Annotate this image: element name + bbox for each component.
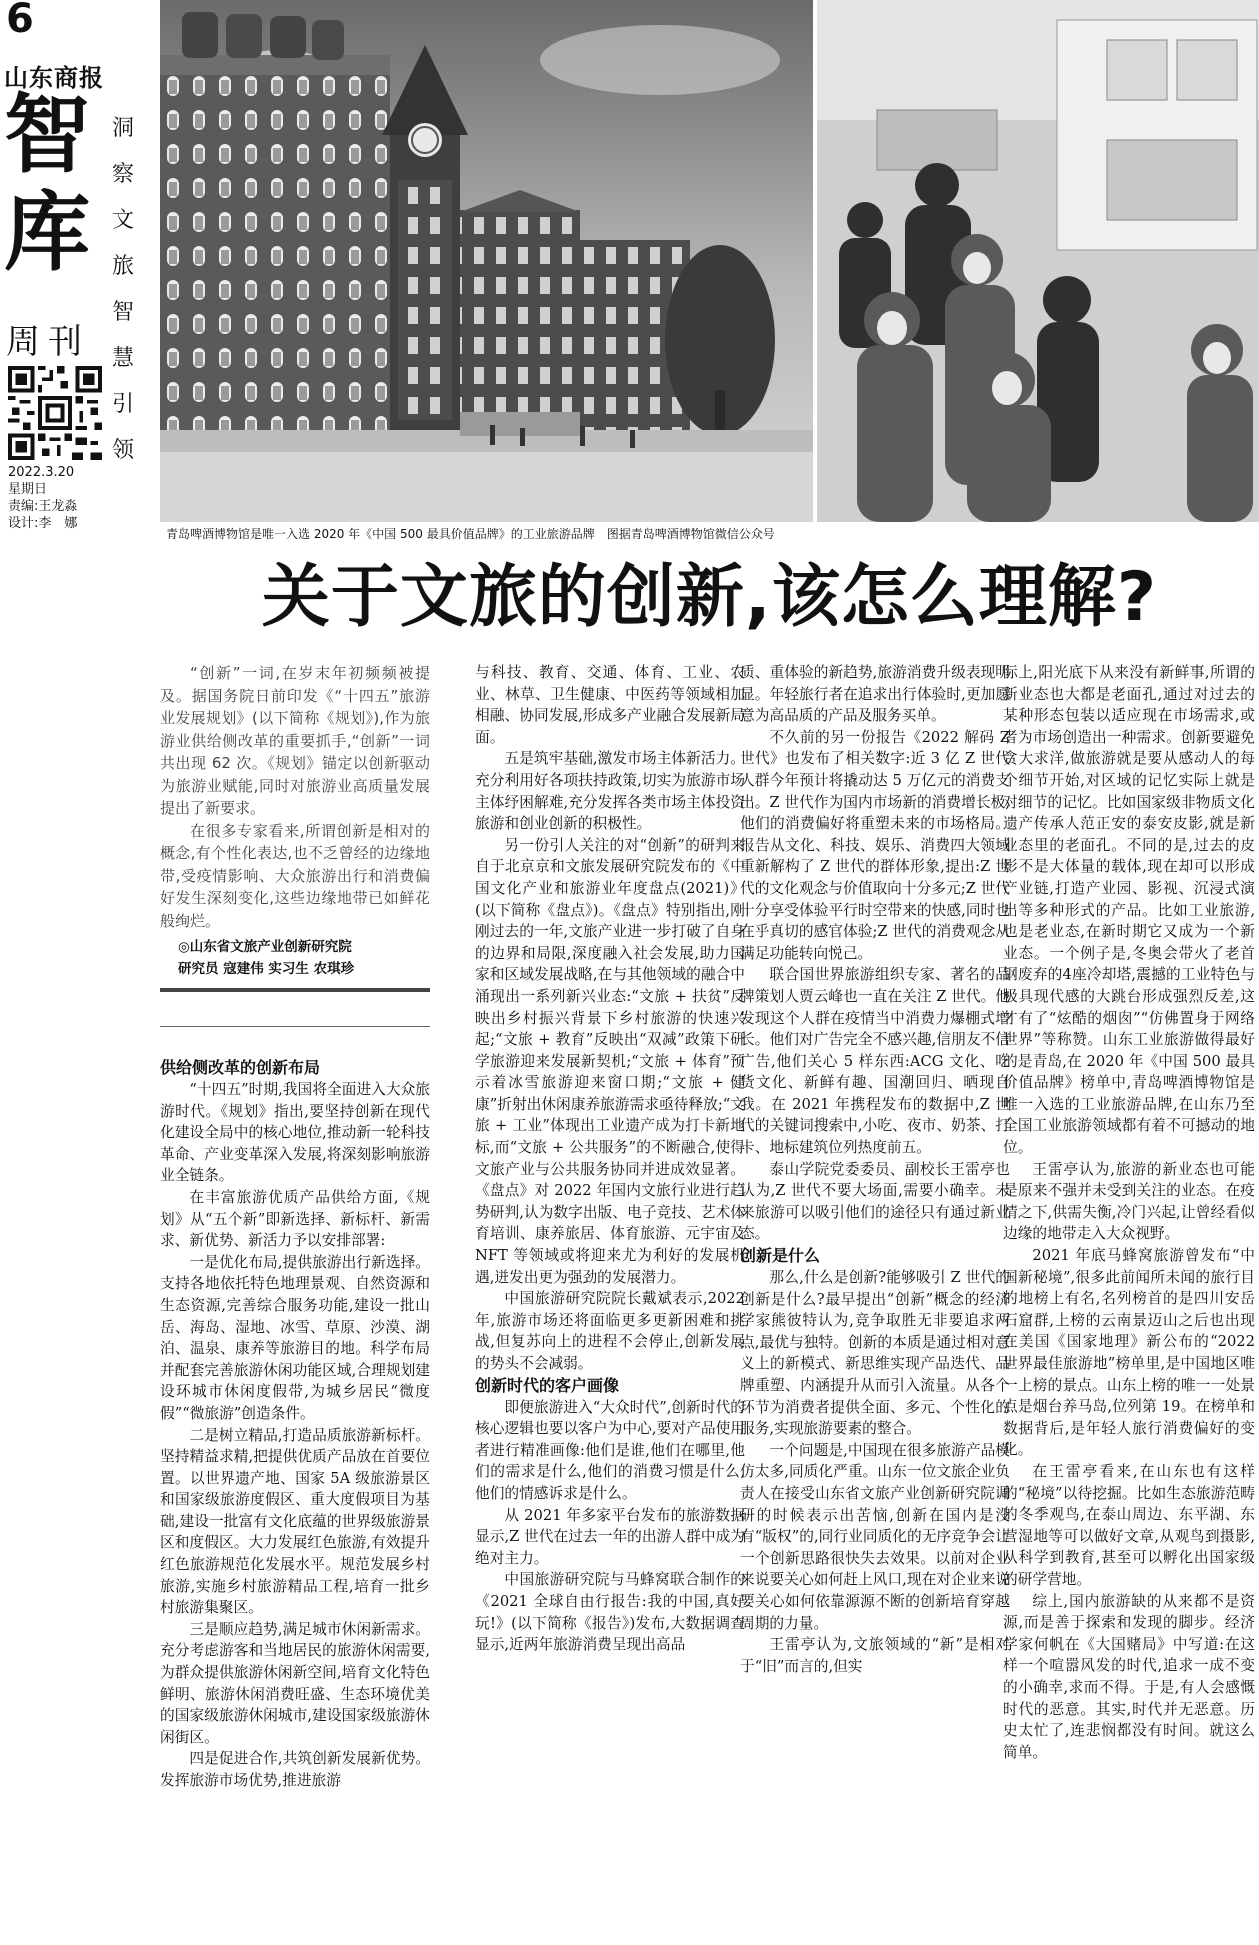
body-paragraph: 中国旅游研究院与马蜂窝联合制作的《2021 全球自由行报告:我的中国,真好玩!》(以下简称《报告》)发布,大数据调查显示,近两年旅游消费呈现出高品 xyxy=(475,1571,745,1654)
column-3 xyxy=(740,662,1010,1677)
paper-name: 山东商报 xyxy=(4,64,104,92)
byline-authors: 研究员 寇建伟 实习生 农琪珍 xyxy=(178,961,355,977)
qr-code-icon[interactable] xyxy=(8,366,102,460)
body-paragraph: 另一份引人关注的对“创新”的研判来自于北京京和文旅发展研究院发布的《中国文化产业和旅游业年度盘点(2021)》(以下简称《盘点》)。《盘点》特别指出,刚刚过去的一年,文旅产业进一步打破了自身的边界和局限,深度融入社会发展,助力国家和区域发展战略,在与其他领域的融合中涌现出一系列新兴业态:“文旅 + 扶贫”反映出乡村振兴背景下乡村旅游的快速兴起;“文旅 + 教育”反映出“双减”政策下研学旅游迎来发展新契机;“文旅 + 体育”预示着冰雪旅游迎来窗口期;“文旅 + 健康”折射出休闲康养旅游需求亟待释放;“文旅 + 工业”体现出工业遗产成为打卡新地标,而“文旅 + 公共服务”的不断融合,使得文旅产业与公共服务协同并进成效显著。《盘点》对 2022 年国内文旅行业进行趋势研判,认为数字出版、电子竞技、艺术体育培训、康养旅居、体育旅游、元宇宙及 NFT 等领域或将迎来尤为利好的发展机遇,迸发出更为强劲的发展潜力。 xyxy=(475,836,745,1286)
page-number: 6 xyxy=(6,0,34,42)
body-paragraph: “十四五”时期,我国将全面进入大众旅游时代。《规划》指出,要坚持创新在现代化建设全局中的核心地位,推动新一轮科技革命、产业变革深入发展,将深刻影响旅游业全链条。 xyxy=(160,1081,430,1185)
slogan-char: 洞 xyxy=(111,116,134,141)
lead-paragraphs xyxy=(160,662,430,932)
section-subhead: 创新是什么 xyxy=(740,1246,821,1266)
brewery-museum-photo xyxy=(160,0,813,522)
section-title-char-2: 库 xyxy=(4,183,90,283)
body-paragraph: 泰山学院党委委员、副校长王雷亭也认为,Z 世代不要大场面,需要小确幸。未来旅游可以吸引他们的途径只有通过新业态。 xyxy=(740,1160,1010,1243)
body-paragraph: 一个问题是,中国现在很多旅游产品模仿太多,同质化严重。山东一位文旅企业负责人在接受山东省文旅产业创新研究院调研的时候表示出苦恼,创新在国内是没有“版权”的,同行业同质化的无序竞争会让一个创新思路很快失去效果。以前对企业来说要关心如何赶上风口,现在对企业来说要关心如何依靠源源不断的创新培育穿越周期的力量。 xyxy=(740,1441,1010,1632)
section-title-char-1: 智 xyxy=(4,85,90,185)
body-paragraph: 五是筑牢基础,激发市场主体新活力。充分利用好各项扶持政策,切实为旅游市场主体纾困解难,充分发挥各类市场主体投资旅游和创业创新的积极性。 xyxy=(475,750,745,833)
slogan-char: 智 xyxy=(111,300,134,325)
headline: 关于文旅的创新,该怎么理解? xyxy=(261,558,1158,637)
body-paragraph: 2021 年底马蜂窝旅游曾发布“中国新秘境”,很多此前闻所未闻的旅行目的地榜上有名,名列榜首的是四川安岳石窟群,上榜的云南景迈山之后也出现在美国《国家地理》新公布的“2022 世界最佳旅游地”榜单里,是中国地区唯一上榜的景点。山东上榜的唯一一处景点是烟台养马岛,位列第 19。在榜单和数据背后,是年轻人旅行消费偏好的变化。 xyxy=(1003,1247,1255,1459)
slogan-char: 文 xyxy=(111,208,134,233)
byline-org: ◎山东省文旅产业创新研究院 xyxy=(178,939,352,955)
column-4 xyxy=(1003,662,1255,1763)
body-paragraph: 在丰富旅游优质产品供给方面,《规划》从“五个新”即新选择、新标杆、新需求、新优势、新活力予以安排部署: xyxy=(160,1188,430,1250)
designer-credit: 设计:李 娜 xyxy=(8,516,78,531)
body-paragraph: 际上,阳光底下从来没有新鲜事,所谓的新业态也大都是老面孔,通过对过去的某种形态包装以适应现在市场需求,或者为市场创造出一种需求。创新要避免贪大求洋,做旅游就是要从感动人的每个细节开始,对区域的记忆实际上就是对细节的记忆。比如国家级非物质文化遗产传承人范正安的泰安皮影,就是新业态里的老面孔。不同的是,过去的皮影不是大体量的载体,现在却可以形成产业链,打造产业园、影视、沉浸式演出等多种形式的产品。比如工业旅游,也是老业态,在新时期它又成为一个新业态。一个例子是,冬奥会带火了老首钢废弃的4座冷却塔,震撼的工业特色与极具现代感的大跳台形成强烈反差,这才有了“炫酷的烟囱”“仿佛置身于网络世界”等称赞。山东工业旅游做得最好的是青岛,在 2020 年《中国 500 最具价值品牌》榜单中,青岛啤酒博物馆是唯一入选的工业旅游品牌,在山东乃至全国工业旅游领域都有着不可撼动的地位。 xyxy=(1003,664,1255,1157)
weekly-label: 周刊 xyxy=(6,322,90,362)
section-subhead: 供给侧改革的创新布局 xyxy=(160,1058,321,1077)
body-paragraph: 不久前的另一份报告《2022 解码 Z 世代》也发布了相关数字:近 3 亿 Z 世代人群今年预计将撬动达 5 万亿元的消费支出。Z 世代作为国内市场新的消费增长极,他们的消费偏好将重塑未来的市场格局。报告从文化、科技、娱乐、消费四大领域重新解构了 Z 世代的群体形象,提出:Z 世代的文化观念与价值取向十分多元;Z 世代十分享受体验平行时空带来的快感,同时也在乎真切的感官体验;Z 世代的消费观念从满足功能转向悦己。 xyxy=(740,728,1010,962)
issue-weekday: 星期日 xyxy=(8,482,48,497)
slogan-char: 引 xyxy=(111,392,134,417)
body-paragraph: 王雷亭认为,旅游的新业态也可能是原来不强并未受到关注的业态。在疫情之下,供需失衡,冷门兴起,让曾经看似边缘的地带走入大众视野。 xyxy=(1003,1160,1255,1243)
photo-caption: 青岛啤酒博物馆是唯一入选 2020 年《中国 500 最具价值品牌》的工业旅游品牌 图据青岛啤酒博物馆微信公众号 xyxy=(160,524,1259,546)
divider xyxy=(160,1026,430,1027)
slogan-char: 领 xyxy=(111,438,134,463)
section-subhead: 创新时代的客户画像 xyxy=(475,1375,620,1395)
body-paragraph: 质、重体验的新趋势,旅游消费升级表现明显。年轻旅行者在追求出行体验时,更加愿意为高品质的产品及服务买单。 xyxy=(740,664,1010,725)
body-paragraph: 综上,国内旅游缺的从来都不是资源,而是善于探索和发现的脚步。经济学家何帆在《大国赌局》中写道:在这样一个喧嚣风发的时代,追求一成不变的小确幸,求而不得。于是,有人会感慨时代的恶意。其实,时代并无恶意。历史太忙了,连悲悯都没有时间。就这么简单。 xyxy=(1003,1592,1255,1761)
issue-info xyxy=(8,464,77,532)
body-paragraph: 王雷亭认为,文旅领域的“新”是相对于“旧”而言的,但实 xyxy=(740,1636,1010,1675)
body-paragraph: 从 2021 年多家平台发布的旅游数据显示,Z 世代在过去一年的出游人群中成为绝对主力。 xyxy=(475,1506,745,1567)
masthead xyxy=(0,0,158,540)
column-2 xyxy=(475,662,745,1656)
body-paragraph: 与科技、教育、交通、体育、工业、农业、林草、卫生健康、中医药等领域相加相融、协同发展,形成多产业融合发展新局面。 xyxy=(475,664,745,746)
lead-paragraph: “创新”一词,在岁末年初频频被提及。据国务院日前印发《“十四五”旅游业发展规划》(以下简称《规划》),作为旅游业供给侧改革的重要抓手,“创新”一词共出现 62 次。《规划》锚定以创新驱动为旅游业赋能,同时对旅游业高质量发展提出了新要求。 xyxy=(160,664,430,817)
editor-credit: 责编:王龙淼 xyxy=(8,499,78,514)
issue-date: 2022.3.20 xyxy=(8,465,75,480)
slogan-char: 察 xyxy=(111,162,134,187)
column-1 xyxy=(160,662,430,1792)
body-paragraph: 那么,什么是创新?能够吸引 Z 世代的创新是什么?最早提出“创新”概念的经济学家熊彼特认为,竞争取胜无非要追求两点,最优与独特。创新的本质是通过相对意义上的新模式、新思维实现产品迭代、品牌重塑、内涵提升从而引入流量。从各个环节为消费者提供全面、多元、个性化的服务,实现旅游要素的整合。 xyxy=(740,1269,1010,1438)
vertical-slogan xyxy=(108,106,138,474)
body-paragraph: 四是促进合作,共筑创新发展新优势。发挥旅游市场优势,推进旅游 xyxy=(160,1750,430,1789)
byline xyxy=(160,936,430,980)
body-paragraph: 一是优化布局,提供旅游出行新选择。支持各地依托特色地理景观、自然资源和生态资源,完善综合服务功能,建设一批山岳、海岛、湿地、冰雪、草原、沙漠、湖泊、温泉、康养等旅游目的地。科学布局并配套完善旅游休闲功能区域,合理规划建设环城市休闲度假带,为城乡居民“微度假”“微旅游”创造条件。 xyxy=(160,1253,430,1422)
divider xyxy=(160,988,430,992)
body-paragraph: 中国旅游研究院院长戴斌表示,2022 年,旅游市场还将面临更多更新困难和挑战,但复苏向上的进程不会停止,创新发展的势头不会减弱。 xyxy=(475,1290,745,1372)
body-paragraph: 二是树立精品,打造品质旅游新标杆。坚持精益求精,把提供优质产品放在首要位置。以世界遗产地、国家 5A 级旅游景区和国家级旅游度假区、重大度假项目为基础,建设一批富有文化底蕴的世界级旅游景区和度假区。大力发展红色旅游,有效提升红色旅游规范化发展水平。规范发展乡村旅游,实施乡村旅游精品工程,培育一批乡村旅游集聚区。 xyxy=(160,1426,430,1617)
lead-paragraph: 在很多专家看来,所谓创新是相对的概念,有个性化表达,也不乏曾经的边缘地带,受疫情影响、大众旅游出行和消费偏好发生深刻变化,这些边缘地带已如鲜花般绚烂。 xyxy=(160,821,430,930)
body-paragraph: 联合国世界旅游组织专家、著名的品牌策划人贾云峰也一直在关注 Z 世代。他发现这个人群在疫情当中消费力爆棚式增长。他们对广告完全不感兴趣,信朋友不信广告,他们关心 5 样东西:ACG 文化、吃货文化、新鲜有趣、国潮回归、晒现自我。在 2021 年携程发布的数据中,Z 世代的关键词搜索中,小吃、夜市、奶茶、打卡、地标建筑位列热度前五。 xyxy=(740,966,1010,1157)
body-paragraph: 三是顺应趋势,满足城市休闲新需求。充分考虑游客和当地居民的旅游休闲需要,为群众提供旅游休闲新空间,培育文化特色鲜明、旅游休闲消费旺盛、生态环境优美的国家级旅游休闲城市,建设国家级旅游休闲街区。 xyxy=(160,1620,430,1746)
body-paragraph: 即便旅游进入“大众时代”,创新时代的核心逻辑也要以客户为中心,要对产品使用者进行精准画像:他们是谁,他们在哪里,他们的需求是什么,他们的消费习惯是什么,他们的情感诉求是什么。 xyxy=(475,1398,745,1502)
body-paragraph: 在王雷亭看来,在山东也有这样的“秘境”以待挖掘。比如生态旅游范畴的冬季观鸟,在泰山周边、东平湖、东营湿地等可以做好文章,从观鸟到摄影,从科学到教育,甚至可以孵化出国家级的研学营地。 xyxy=(1003,1462,1255,1588)
children-exhibit-photo xyxy=(817,0,1259,522)
slogan-char: 旅 xyxy=(111,254,134,279)
slogan-char: 慧 xyxy=(111,346,134,371)
